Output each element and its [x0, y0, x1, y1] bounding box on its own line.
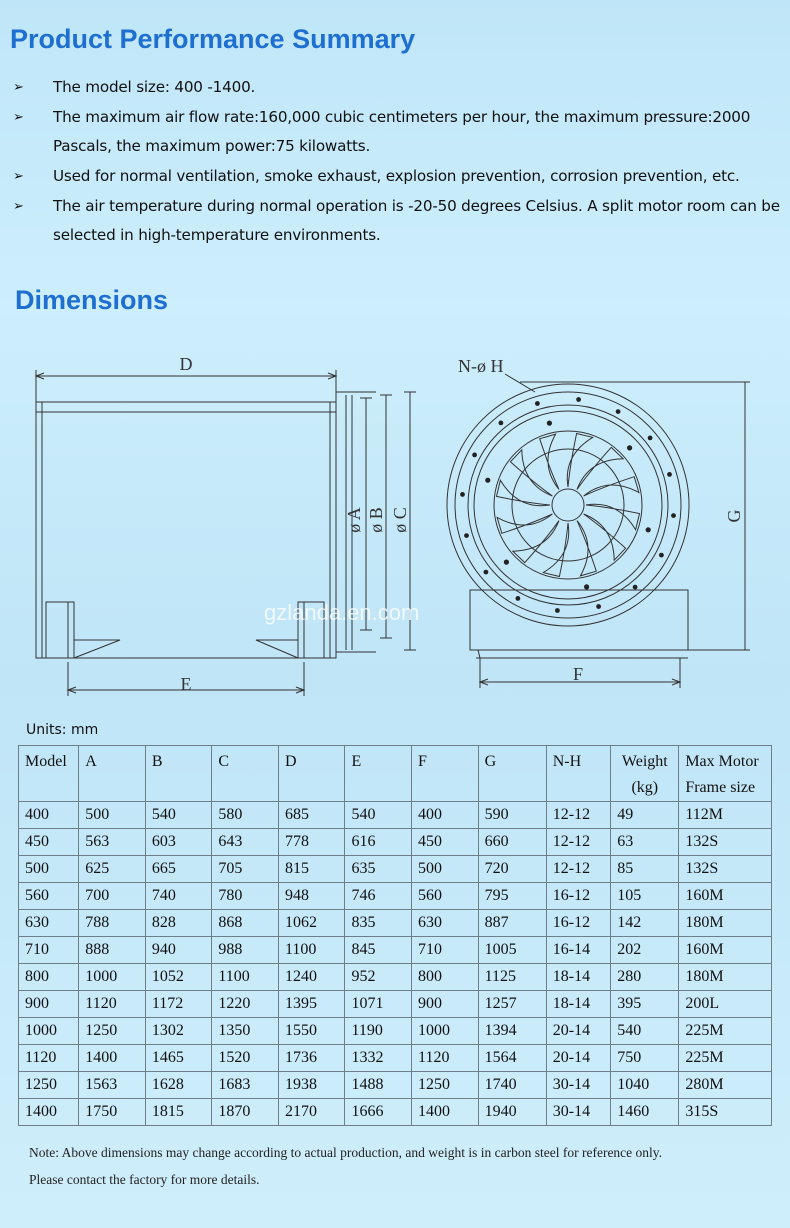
footnote [29, 1139, 769, 1193]
dim-label-f: F [572, 664, 584, 684]
table-cell: 500 [79, 802, 146, 829]
table-cell: 795 [478, 883, 546, 910]
table-cell: 280 [611, 964, 679, 991]
column-header [611, 746, 679, 802]
table-cell: 1736 [278, 1045, 345, 1072]
table-cell: 1250 [79, 1018, 146, 1045]
watermark: gzlanda.en.com [264, 600, 420, 625]
bolt-hole [485, 478, 490, 483]
dimensions-title: Dimensions [15, 285, 169, 315]
table-row [19, 1099, 772, 1126]
table-cell: 1120 [19, 1045, 79, 1072]
table-cell: 900 [412, 991, 479, 1018]
table-cell: 30-14 [546, 1072, 611, 1099]
table-cell: 700 [79, 883, 146, 910]
table-cell: 560 [412, 883, 479, 910]
table-cell: 1120 [412, 1045, 479, 1072]
table-cell: 1052 [145, 964, 212, 991]
impeller-blade [497, 480, 551, 505]
table-row [19, 910, 772, 937]
fan-dimension-drawing [0, 340, 790, 710]
table-cell: 1400 [19, 1099, 79, 1126]
table-cell: 1683 [212, 1072, 279, 1099]
table-row [19, 991, 772, 1018]
column-header [145, 746, 212, 802]
table-cell: 1172 [145, 991, 212, 1018]
table-cell: 540 [145, 802, 212, 829]
column-header [79, 746, 146, 802]
table-cell: 815 [278, 856, 345, 883]
column-header-line: D [284, 753, 297, 770]
table-row [19, 1018, 772, 1045]
table-cell: 888 [79, 937, 146, 964]
bolt-hole [472, 453, 477, 458]
dim-label-a: ø A [344, 507, 364, 533]
table-cell: 740 [145, 883, 212, 910]
table-cell: 665 [145, 856, 212, 883]
table-cell: 500 [19, 856, 79, 883]
table-cell: 16-12 [546, 910, 611, 937]
table-cell: 1550 [278, 1018, 345, 1045]
table-cell: 1564 [478, 1045, 546, 1072]
table-cell: 1460 [611, 1099, 679, 1126]
table-cell: 1040 [611, 1072, 679, 1099]
summary-bullet-text: Used for normal ventilation, smoke exhaust, explosion prevention, corrosion prevention, etc. [53, 167, 740, 185]
table-cell: 30-14 [546, 1099, 611, 1126]
summary-bullet-text: The air temperature during normal operation is -20-50 degrees Celsius. A split motor room can be selected in high-temperature environments. [53, 197, 780, 244]
table-cell: 142 [611, 910, 679, 937]
column-header [19, 746, 79, 802]
table-cell: 560 [19, 883, 79, 910]
table-row [19, 1072, 772, 1099]
column-header-line: (kg) [631, 779, 659, 796]
table-cell: 200L [679, 991, 772, 1018]
table-cell: 112M [679, 802, 772, 829]
table-cell: 1000 [19, 1018, 79, 1045]
column-header [278, 746, 345, 802]
bolt-hole [616, 409, 621, 414]
table-cell: 315S [679, 1099, 772, 1126]
arrow-bullet-icon: ➢ [13, 199, 24, 214]
table-row [19, 1045, 772, 1072]
table-cell: 132S [679, 856, 772, 883]
table-cell: 1666 [345, 1099, 412, 1126]
table-cell: 132S [679, 829, 772, 856]
column-header [345, 746, 412, 802]
bolt-hole [633, 585, 638, 590]
table-cell: 1465 [145, 1045, 212, 1072]
column-header-line: Max Motor [685, 753, 759, 770]
table-cell: 746 [345, 883, 412, 910]
table-cell: 1750 [79, 1099, 146, 1126]
table-cell: 563 [79, 829, 146, 856]
table-cell: 16-12 [546, 883, 611, 910]
bolt-hole [584, 584, 589, 589]
table-cell: 225M [679, 1045, 772, 1072]
table-row [19, 829, 772, 856]
table-row [19, 802, 772, 829]
table-cell: 948 [278, 883, 345, 910]
table-cell: 685 [278, 802, 345, 829]
bolt-hole [576, 397, 581, 402]
table-cell: 660 [478, 829, 546, 856]
column-header [546, 746, 611, 802]
table-cell: 105 [611, 883, 679, 910]
table-cell: 1563 [79, 1072, 146, 1099]
summary-bullet [0, 192, 790, 250]
table-cell: 63 [611, 829, 679, 856]
bolt-hole [547, 421, 552, 426]
table-cell: 400 [412, 802, 479, 829]
table-cell: 202 [611, 937, 679, 964]
table-cell: 18-14 [546, 991, 611, 1018]
impeller-blade [543, 523, 568, 577]
column-header-line: N-H [552, 753, 582, 770]
table-cell: 630 [412, 910, 479, 937]
table-cell: 450 [412, 829, 479, 856]
table-cell: 788 [79, 910, 146, 937]
bolt-hole [646, 527, 651, 532]
table-cell: 180M [679, 910, 772, 937]
table-row [19, 964, 772, 991]
table-cell: 160M [679, 883, 772, 910]
impeller-blade [577, 521, 596, 576]
table-cell: 603 [145, 829, 212, 856]
table-cell: 1100 [278, 937, 345, 964]
table-cell: 778 [278, 829, 345, 856]
table-cell: 49 [611, 802, 679, 829]
column-header-line: E [351, 753, 362, 770]
bolt-hole [504, 560, 509, 565]
bolt-hole [464, 533, 469, 538]
table-cell: 1005 [478, 937, 546, 964]
impeller-blade [497, 514, 552, 533]
table-cell: 900 [19, 991, 79, 1018]
table-cell: 643 [212, 829, 279, 856]
dim-label-b: ø B [366, 507, 386, 533]
table-cell: 1740 [478, 1072, 546, 1099]
impeller-blade [567, 434, 592, 488]
table-cell: 1250 [19, 1072, 79, 1099]
bolt-hole [648, 436, 653, 441]
table-cell: 1000 [412, 1018, 479, 1045]
arrow-bullet-icon: ➢ [13, 169, 24, 184]
table-cell: 1250 [412, 1072, 479, 1099]
table-cell: 450 [19, 829, 79, 856]
table-cell: 1938 [278, 1072, 345, 1099]
table-cell: 1220 [212, 991, 279, 1018]
column-header-line: Model [25, 753, 67, 770]
table-cell: 705 [212, 856, 279, 883]
footnote-line-1: Note: Above dimensions may change according to actual production, and weight is in carbon steel for reference only. [29, 1145, 663, 1160]
table-cell: 887 [478, 910, 546, 937]
table-cell: 625 [79, 856, 146, 883]
bolt-hole [667, 472, 672, 477]
summary-bullet-text: The model size: 400 -1400. [53, 78, 256, 96]
column-header [412, 746, 479, 802]
summary-bullet [0, 73, 790, 102]
column-header-line: F [418, 753, 427, 770]
summary-bullet [0, 162, 790, 191]
table-cell: 20-14 [546, 1018, 611, 1045]
table-cell: 835 [345, 910, 412, 937]
impeller-blade [584, 477, 639, 496]
table-cell: 1400 [412, 1099, 479, 1126]
table-cell: 180M [679, 964, 772, 991]
table-cell: 845 [345, 937, 412, 964]
table-cell: 635 [345, 856, 412, 883]
column-header-line: B [151, 753, 163, 770]
table-row [19, 883, 772, 910]
table-cell: 750 [611, 1045, 679, 1072]
table-cell: 1240 [278, 964, 345, 991]
table-cell: 400 [19, 802, 79, 829]
column-header [212, 746, 279, 802]
dim-label-nh: N-ø H [458, 356, 504, 376]
table-cell: 1350 [212, 1018, 279, 1045]
table-cell: 160M [679, 937, 772, 964]
table-cell: 1190 [345, 1018, 412, 1045]
table-cell: 720 [478, 856, 546, 883]
table-cell: 868 [212, 910, 279, 937]
column-header-line: Frame size [685, 779, 756, 796]
table-cell: 1302 [145, 1018, 212, 1045]
table-cell: 1488 [345, 1072, 412, 1099]
table-cell: 2170 [278, 1099, 345, 1126]
table-cell: 12-12 [546, 829, 611, 856]
impeller-blade [586, 504, 640, 529]
table-cell: 12-12 [546, 856, 611, 883]
table-cell: 780 [212, 883, 279, 910]
table-cell: 395 [611, 991, 679, 1018]
table-cell: 710 [19, 937, 79, 964]
table-cell: 20-14 [546, 1045, 611, 1072]
footnote-line-2: Please contact the factory for more details. [29, 1172, 260, 1187]
bolt-hole [627, 445, 632, 450]
table-cell: 1120 [79, 991, 146, 1018]
table-cell: 500 [412, 856, 479, 883]
table-cell: 1400 [79, 1045, 146, 1072]
bolt-hole [659, 553, 664, 558]
table-cell: 1000 [79, 964, 146, 991]
arrow-bullet-icon: ➢ [13, 80, 24, 95]
dim-label-e: E [180, 674, 192, 694]
table-row [19, 856, 772, 883]
table-cell: 18-14 [546, 964, 611, 991]
table-cell: 940 [145, 937, 212, 964]
table-cell: 580 [212, 802, 279, 829]
table-cell: 280M [679, 1072, 772, 1099]
bolt-hole [671, 513, 676, 518]
column-header [478, 746, 546, 802]
table-cell: 590 [478, 802, 546, 829]
table-cell: 1125 [478, 964, 546, 991]
table-cell: 540 [611, 1018, 679, 1045]
table-cell: 988 [212, 937, 279, 964]
table-cell: 12-12 [546, 802, 611, 829]
table-cell: 85 [611, 856, 679, 883]
table-cell: 710 [412, 937, 479, 964]
dim-label-d: D [179, 354, 193, 374]
table-cell: 1395 [278, 991, 345, 1018]
table-cell: 800 [19, 964, 79, 991]
bolt-hole [535, 401, 540, 406]
table-row [19, 937, 772, 964]
summary-bullet-text: The maximum air flow rate:160,000 cubic centimeters per hour, the maximum pressure:2000 Pascals, the maximum power:75 kilowatts. [53, 108, 751, 155]
table-cell: 1100 [212, 964, 279, 991]
summary-title: Product Performance Summary [10, 24, 416, 54]
bolt-hole [460, 492, 465, 497]
bolt-hole [555, 608, 560, 613]
bolt-hole [596, 604, 601, 609]
table-cell: 16-14 [546, 937, 611, 964]
summary-bullet-list [0, 73, 790, 251]
table-cell: 1870 [212, 1099, 279, 1126]
table-cell: 1940 [478, 1099, 546, 1126]
dimensions-table [18, 745, 772, 1126]
column-header [679, 746, 772, 802]
units-label: Units: mm [26, 722, 99, 738]
dim-label-c: ø C [390, 507, 410, 533]
table-cell: 1071 [345, 991, 412, 1018]
bolt-hole [499, 421, 504, 426]
table-cell: 616 [345, 829, 412, 856]
table-cell: 540 [345, 802, 412, 829]
table-cell: 630 [19, 910, 79, 937]
table-cell: 952 [345, 964, 412, 991]
table-cell: 828 [145, 910, 212, 937]
table-cell: 1062 [278, 910, 345, 937]
arrow-bullet-icon: ➢ [13, 110, 24, 125]
bolt-hole [484, 570, 489, 575]
column-header-line: Weight [621, 753, 668, 770]
table-cell: 1332 [345, 1045, 412, 1072]
column-header-line: A [85, 753, 97, 770]
table-cell: 1520 [212, 1045, 279, 1072]
table-cell: 1394 [478, 1018, 546, 1045]
table-cell: 1257 [478, 991, 546, 1018]
table-cell: 1815 [145, 1099, 212, 1126]
summary-bullet [0, 103, 790, 161]
table-cell: 800 [412, 964, 479, 991]
dim-label-g: G [724, 509, 744, 523]
bolt-hole [516, 596, 521, 601]
table-cell: 225M [679, 1018, 772, 1045]
impeller-blade [540, 434, 559, 489]
table-cell: 1628 [145, 1072, 212, 1099]
column-header-line: G [484, 753, 497, 770]
column-header-line: C [218, 753, 230, 770]
table-header-row [19, 746, 772, 802]
